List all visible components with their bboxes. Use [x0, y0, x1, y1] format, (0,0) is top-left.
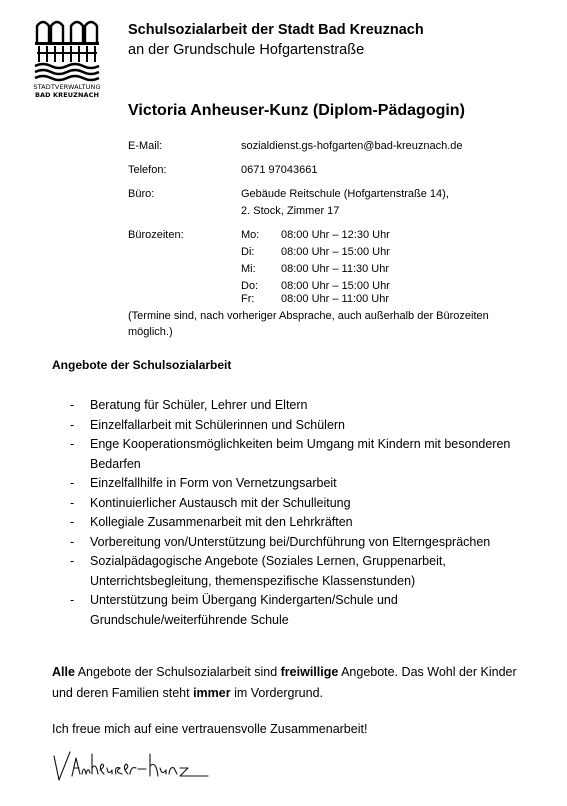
header-title: Schulsozialarbeit der Stadt Bad Kreuznach	[128, 22, 424, 38]
person-name: Victoria Anheuser-Kunz (Diplom-Pädagogin)	[128, 102, 465, 119]
hours-label: Bürozeiten:	[128, 229, 184, 241]
list-item: - Kontinuierlicher Austausch mit der Schulleitung	[70, 495, 351, 510]
closing-sentence: Ich freue mich auf eine vertrauensvolle Zusammenarbeit!	[52, 722, 368, 736]
office-line-1: Gebäude Reitschule (Hofgartenstraße 14),	[241, 188, 449, 200]
email-address[interactable]: sozialdienst.gs-hofgarten@bad-kreuznach.de	[241, 140, 463, 152]
phone-label: Telefon:	[128, 164, 167, 176]
phone-number: 0671 97043661	[241, 164, 318, 176]
hours-day: Di:	[241, 246, 255, 258]
hours-day: Fr:	[241, 293, 255, 305]
email-label: E-Mail:	[128, 140, 163, 152]
hours-day: Mo:	[241, 229, 260, 241]
city-crest-icon	[33, 16, 101, 82]
office-line-2: 2. Stock, Zimmer 17	[241, 205, 340, 217]
signature	[50, 746, 210, 786]
office-label: Büro:	[128, 188, 155, 200]
logo-line-2: BAD KREUZNACH	[34, 91, 100, 99]
hours-day: Mi:	[241, 263, 256, 275]
list-item: - Einzelfallhilfe in Form von Vernetzungsarbeit	[70, 476, 337, 490]
hours-time: 08:00 Uhr – 11:00 Uhr	[281, 293, 390, 305]
appointment-note: (Termine sind, nach vorheriger Absprache, auch außerhalb der Bürozeiten möglich.)	[128, 310, 489, 338]
hours-time: 08:00 Uhr – 15:00 Uhr	[281, 246, 390, 258]
header-subtitle: an der Grundschule Hofgartenstraße	[128, 42, 365, 58]
list-item: - Vorbereitung von/Unterstützung bei/Durchführung von Elterngesprächen	[70, 534, 491, 549]
list-item: - Einzelfallarbeit mit Schülerinnen und Schülern	[70, 417, 346, 432]
offers-heading: Angebote der Schulsozialarbeit	[52, 358, 232, 372]
list-item: - Beratung für Schüler, Lehrer und Eltern	[70, 398, 308, 412]
list-item: - Sozialpädagogische Angebote (Soziales Lernen, Gruppenarbeit, Unterrichtsbegleitung, themenspezifische Klassenstunden)	[70, 554, 446, 588]
list-item: - Kollegiale Zusammenarbeit mit den Lehrkräften	[70, 515, 353, 529]
voluntary-paragraph: Alle Angebote der Schulsozialarbeit sind freiwillige Angebote. Das Wohl der Kinder und deren Familien steht immer im Vordergrund.	[52, 665, 517, 700]
logo-line-1: STADTVERWALTUNG	[33, 83, 101, 91]
hours-time: 08:00 Uhr – 15:00 Uhr	[281, 280, 390, 292]
city-logo	[33, 16, 101, 102]
list-item: - Enge Kooperationsmöglichkeiten beim Umgang mit Kindern mit besonderen Bedarfen	[70, 437, 511, 471]
list-item: - Unterstützung beim Übergang Kindergarten/Schule und Grundschule/weiterführende Schule	[70, 593, 398, 627]
hours-day: Do:	[241, 280, 259, 292]
offers-list	[52, 396, 522, 630]
hours-time: 08:00 Uhr – 11:30 Uhr	[281, 263, 390, 275]
hours-time: 08:00 Uhr – 12:30 Uhr	[281, 229, 390, 241]
